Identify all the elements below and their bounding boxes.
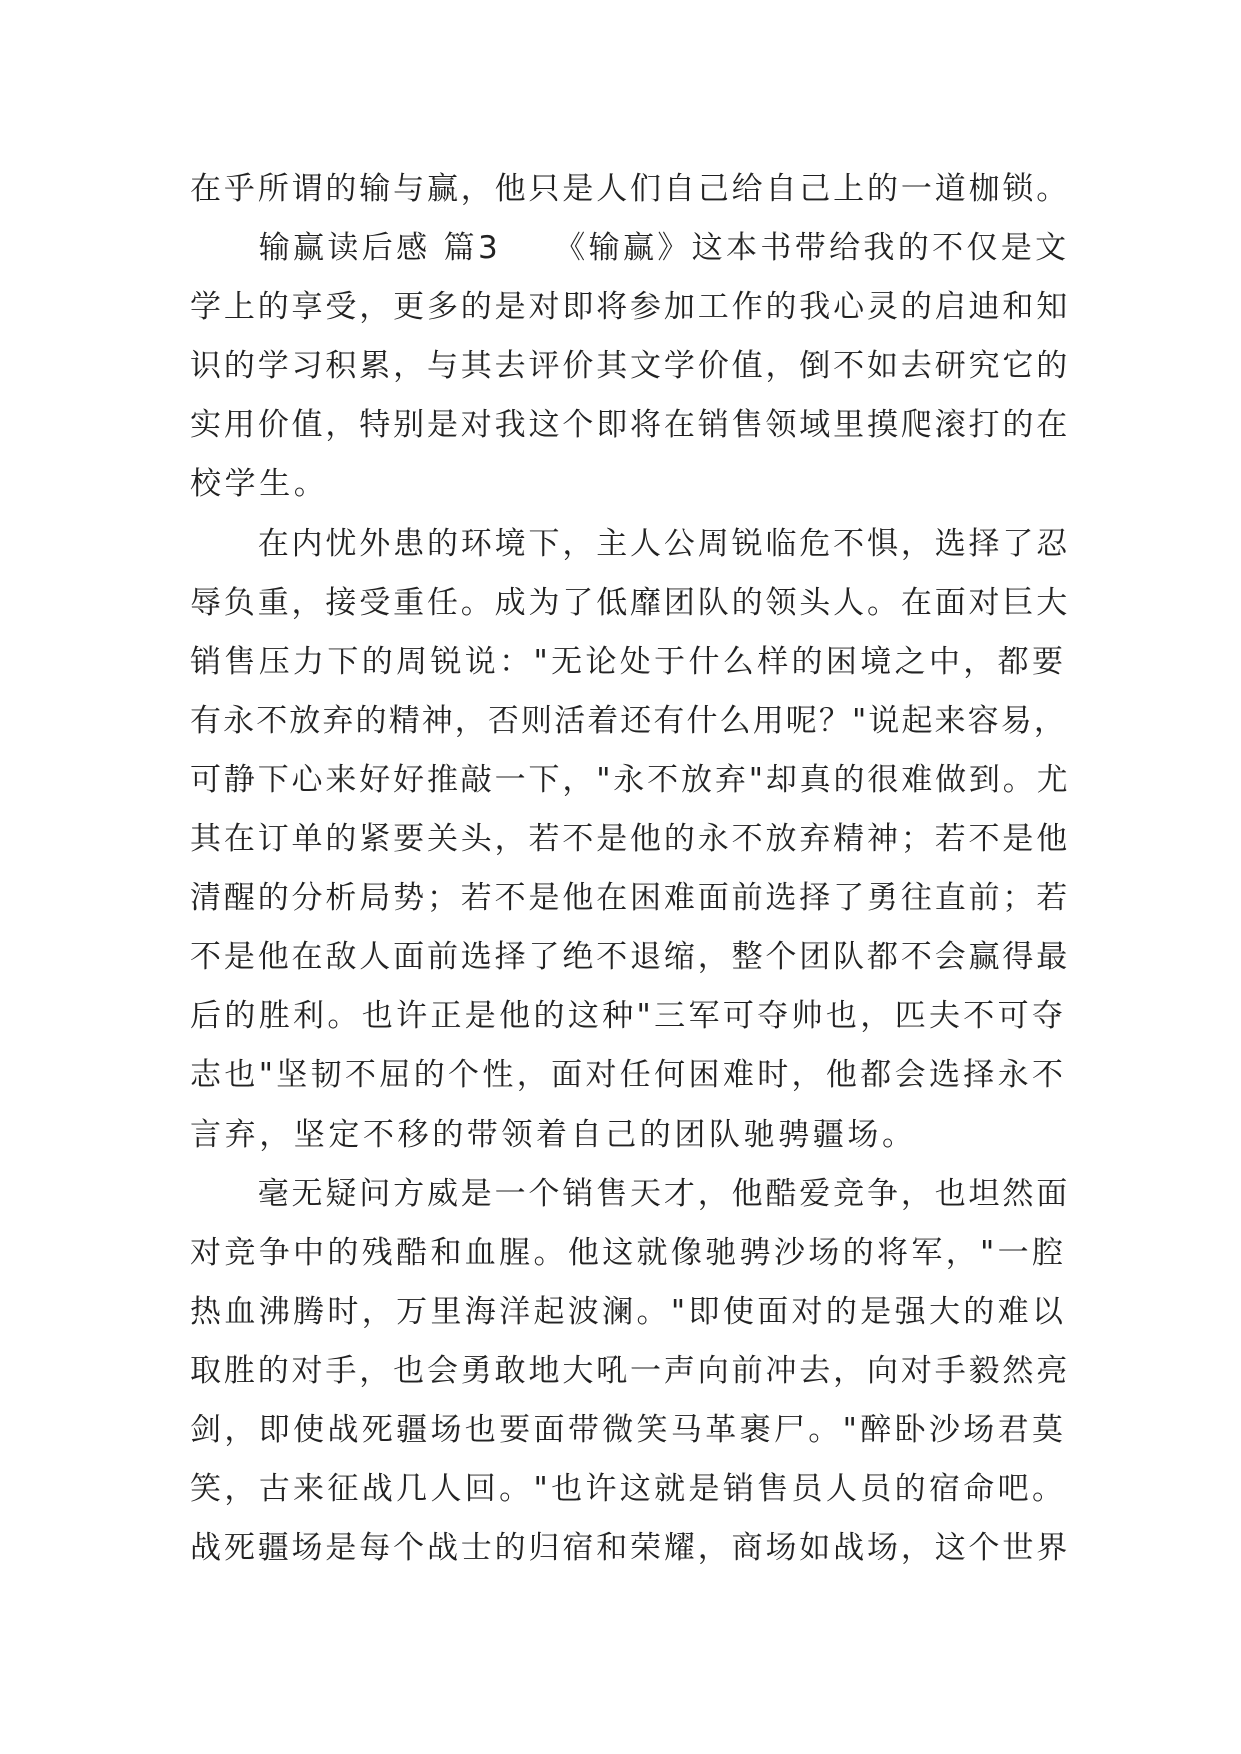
text-line: 辱负重，接受重任。成为了低靡团队的领头人。在面对巨大 [190,584,1071,621]
text-line: 后的胜利。也许正是他的这种"三军可夺帅也，匹夫不可夺 [190,998,1067,1035]
text-line: 校学生。 [190,466,329,503]
text-line: 战死疆场是每个战士的归宿和荣耀，商场如战场，这个世界 [190,1530,1071,1567]
text-line: 输赢读后感 篇3 《输赢》这本书带给我的不仅是文 [190,230,1070,267]
text-line: 可静下心来好好推敲一下，"永不放弃"却真的很难做到。尤 [190,761,1071,798]
text-line: 言弃，坚定不移的带领着自己的团队驰骋疆场。 [190,1116,917,1153]
text-line: 学上的享受，更多的是对即将参加工作的我心灵的启迪和知 [190,289,1071,326]
text-line: 销售压力下的周锐说："无论处于什么样的困境之中，都要 [190,643,1067,680]
text-line: 在乎所谓的输与赢，他只是人们自己给自己上的一道枷锁。 [190,171,1071,207]
text-line: 对竞争中的残酷和血腥。他这就像驰骋沙场的将军，"一腔 [190,1234,1067,1271]
text-line: 不是他在敌人面前选择了绝不退缩，整个团队都不会赢得最 [190,939,1071,976]
text-line: 热血沸腾时，万里海洋起波澜。"即使面对的是强大的难以 [190,1293,1067,1330]
text-line: 识的学习积累，与其去评价其文学价值，倒不如去研究它的 [190,348,1071,385]
text-line: 有永不放弃的精神，否则活着还有什么用呢？"说起来容易， [190,702,1067,739]
text-line: 剑，即使战死疆场也要面带微笑马革裹尸。"醉卧沙场君莫 [190,1411,1067,1448]
text-line: 志也"坚韧不屈的个性，面对任何困难时，他都会选择永不 [190,1057,1067,1094]
text-line: 其在订单的紧要关头，若不是他的永不放弃精神；若不是他 [190,821,1071,858]
text-line: 取胜的对手，也会勇敢地大吼一声向前冲去，向对手毅然亮 [190,1352,1071,1389]
text-line: 毫无疑问方威是一个销售天才，他酷爱竞争，也坦然面 [190,1175,1071,1212]
text-line: 清醒的分析局势；若不是他在困难面前选择了勇往直前；若 [190,880,1071,917]
text-line: 实用价值，特别是对我这个即将在销售领域里摸爬滚打的在 [190,407,1071,444]
text-line: 在内忧外患的环境下，主人公周锐临危不惧，选择了忍 [190,525,1071,562]
text-line: 笑，古来征战几人回。"也许这就是销售员人员的宿命吧。 [190,1471,1067,1508]
body-text [190,160,1070,1578]
